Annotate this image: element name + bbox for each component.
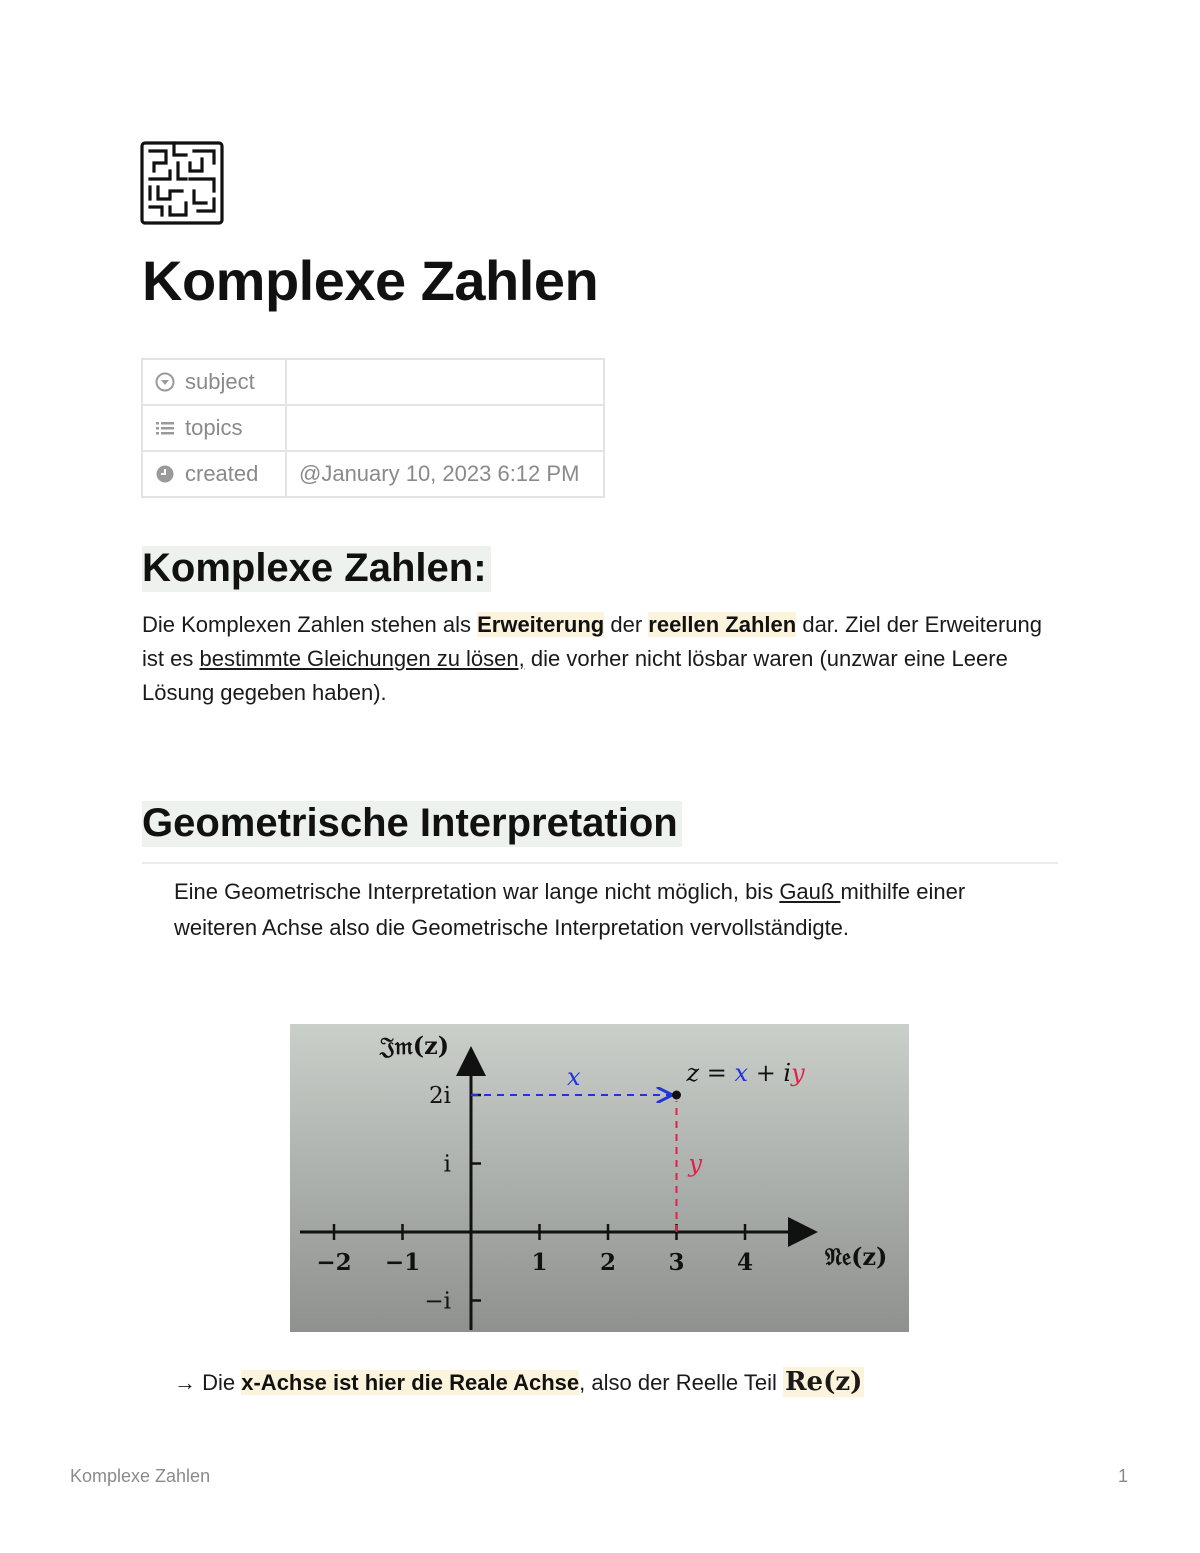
- property-key: subject: [185, 369, 255, 394]
- highlight-reellen-zahlen: reellen Zahlen: [648, 612, 797, 637]
- x-tick-label: −2: [316, 1249, 352, 1276]
- highlight-erweiterung: Erweiterung: [477, 612, 605, 637]
- divider: [142, 862, 1058, 864]
- property-value[interactable]: [286, 405, 604, 451]
- geometry-paragraph: Eine Geometrische Interpretation war lange nicht möglich, bis Gauß mithilfe einer weiteren Achse also die Geometrische Interpretation vervollständigte.: [174, 879, 966, 940]
- highlight-real-axis: x-Achse ist hier die Reale Achse: [241, 1370, 580, 1395]
- figure-background: [290, 1024, 909, 1332]
- y-tick-label: 2i: [429, 1083, 451, 1109]
- footer-page-number: 1: [1117, 1466, 1128, 1486]
- property-row-topics[interactable]: [142, 405, 604, 451]
- footer-title: Komplexe Zahlen: [70, 1466, 211, 1486]
- x-tick-label: −1: [384, 1249, 421, 1276]
- property-row-subject[interactable]: [142, 359, 604, 405]
- point-label: z = x + iy: [686, 1059, 805, 1087]
- point-z: [672, 1091, 681, 1100]
- properties-table: [141, 358, 605, 498]
- underlined-gauss: Gauß: [779, 879, 841, 904]
- y-tick-label: −i: [424, 1288, 451, 1315]
- page-title: Komplexe Zahlen: [142, 249, 599, 312]
- x-annotation: x: [566, 1063, 581, 1091]
- intro-paragraph: Die Komplexen Zahlen stehen als Erweiterung der reellen Zahlen dar. Ziel der Erweiterung ist es bestimmte Gleichungen zu lösen, die vorher nicht lösbar waren (unzwar eine Leere Lösung gegeben haben).: [142, 612, 1042, 705]
- property-value[interactable]: @January 10, 2023 6:12 PM: [286, 451, 604, 497]
- section-heading-komplexe-zahlen: Komplexe Zahlen:: [142, 546, 491, 591]
- x-tick-label: 2: [599, 1249, 617, 1276]
- property-row-created[interactable]: [142, 451, 604, 497]
- ylabel: 𝔍𝔪(z): [380, 1031, 450, 1060]
- property-key: created: [185, 461, 259, 486]
- list-icon: [155, 418, 175, 438]
- property-key: topics: [185, 415, 243, 440]
- x-tick-label: 3: [668, 1249, 685, 1276]
- x-tick-label: 1: [531, 1249, 548, 1276]
- complex-plane-figure: [290, 1024, 909, 1332]
- section-heading-geometrische-interpretation: Geometrische Interpretation: [142, 801, 682, 846]
- select-icon: [155, 372, 175, 392]
- y-tick-label: i: [443, 1151, 451, 1178]
- x-tick-label: 4: [736, 1249, 754, 1276]
- y-annotation: y: [688, 1149, 703, 1178]
- xlabel: 𝔑𝔢(z): [825, 1242, 888, 1271]
- property-value[interactable]: [286, 359, 604, 405]
- math-re-z: Re(z): [784, 1367, 863, 1397]
- underlined-text: bestimmte Gleichungen zu lösen,: [199, 646, 525, 671]
- clock-icon: [155, 464, 175, 484]
- real-axis-note: → Die x-Achse ist hier die Reale Achse, also der Reelle Teil Re(z): [174, 1367, 863, 1397]
- maze-icon: [140, 141, 224, 225]
